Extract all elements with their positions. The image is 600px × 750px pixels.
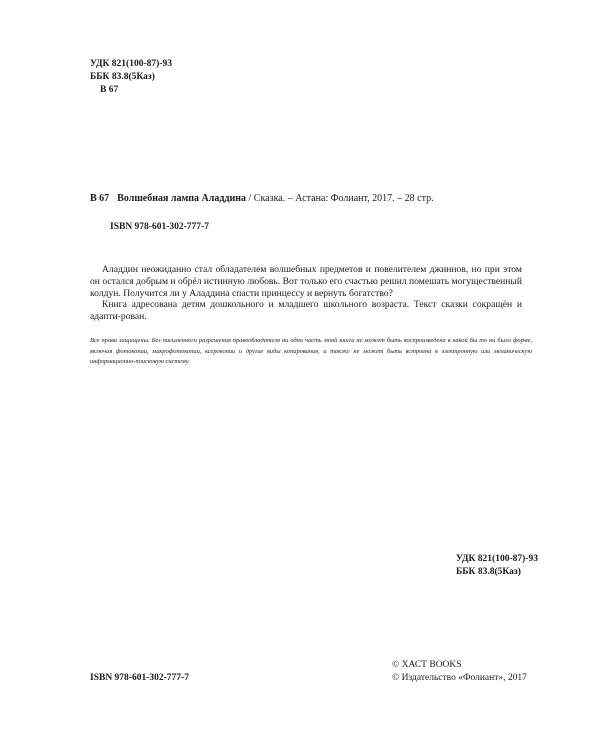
bbk-code: ББК 83.8(5Каз) xyxy=(90,72,155,82)
annotation-paragraph-2: Книга адресована детям дошкольного и младшего школьного возраста. Текст сказки сокращён и адапти-рован. xyxy=(90,299,522,323)
author-mark: В 67 xyxy=(100,85,119,95)
bottom-udk-code: УДК 821(100-87)-93 xyxy=(456,554,538,564)
rights-notice: Все права защищены. Без письменного разрешения правообладателя ни одна часть этой книги не может быть воспроизведена в какой бы то ни было форме, включая фотокопии, микрофотокопии, ксерокопии и другие виды копирования, а также не может быть встроена в электронную или механическую информационно-поисковую систему. xyxy=(90,337,532,366)
annotation xyxy=(90,264,522,323)
catalog-code: В 67 xyxy=(90,193,110,204)
bottom-classification xyxy=(456,553,538,579)
copyright-block xyxy=(392,659,527,685)
udk-code: УДК 821(100-87)-93 xyxy=(90,59,172,69)
classification-block xyxy=(90,58,172,97)
catalog-record xyxy=(90,193,434,204)
catalog-details: / Сказка. – Астана: Фолиант, 2017. – 28 стр. xyxy=(246,193,434,204)
isbn-main: ISBN 978-601-302-777-7 xyxy=(110,222,209,232)
copyright-line-2: © Издательство «Фолиант», 2017 xyxy=(392,673,527,683)
book-title: Волшебная лампа Аладдина xyxy=(117,193,247,204)
bottom-bbk-code: ББК 83.8(5Каз) xyxy=(456,567,521,577)
annotation-paragraph-1: Аладдин неожиданно стал обладателем волшебных предметов и повелителем джиннов, но при этом он остался добрым и обрёл истинную любовь. Вот только его счастью решил помешать могущественный колдун. Получится ли у Аладдина спасти принцессу и вернуть богатство? xyxy=(90,264,522,299)
isbn-footer: ISBN 978-601-302-777-7 xyxy=(90,673,189,683)
copyright-line-1: © ХАСТ BOOKS xyxy=(392,660,462,670)
